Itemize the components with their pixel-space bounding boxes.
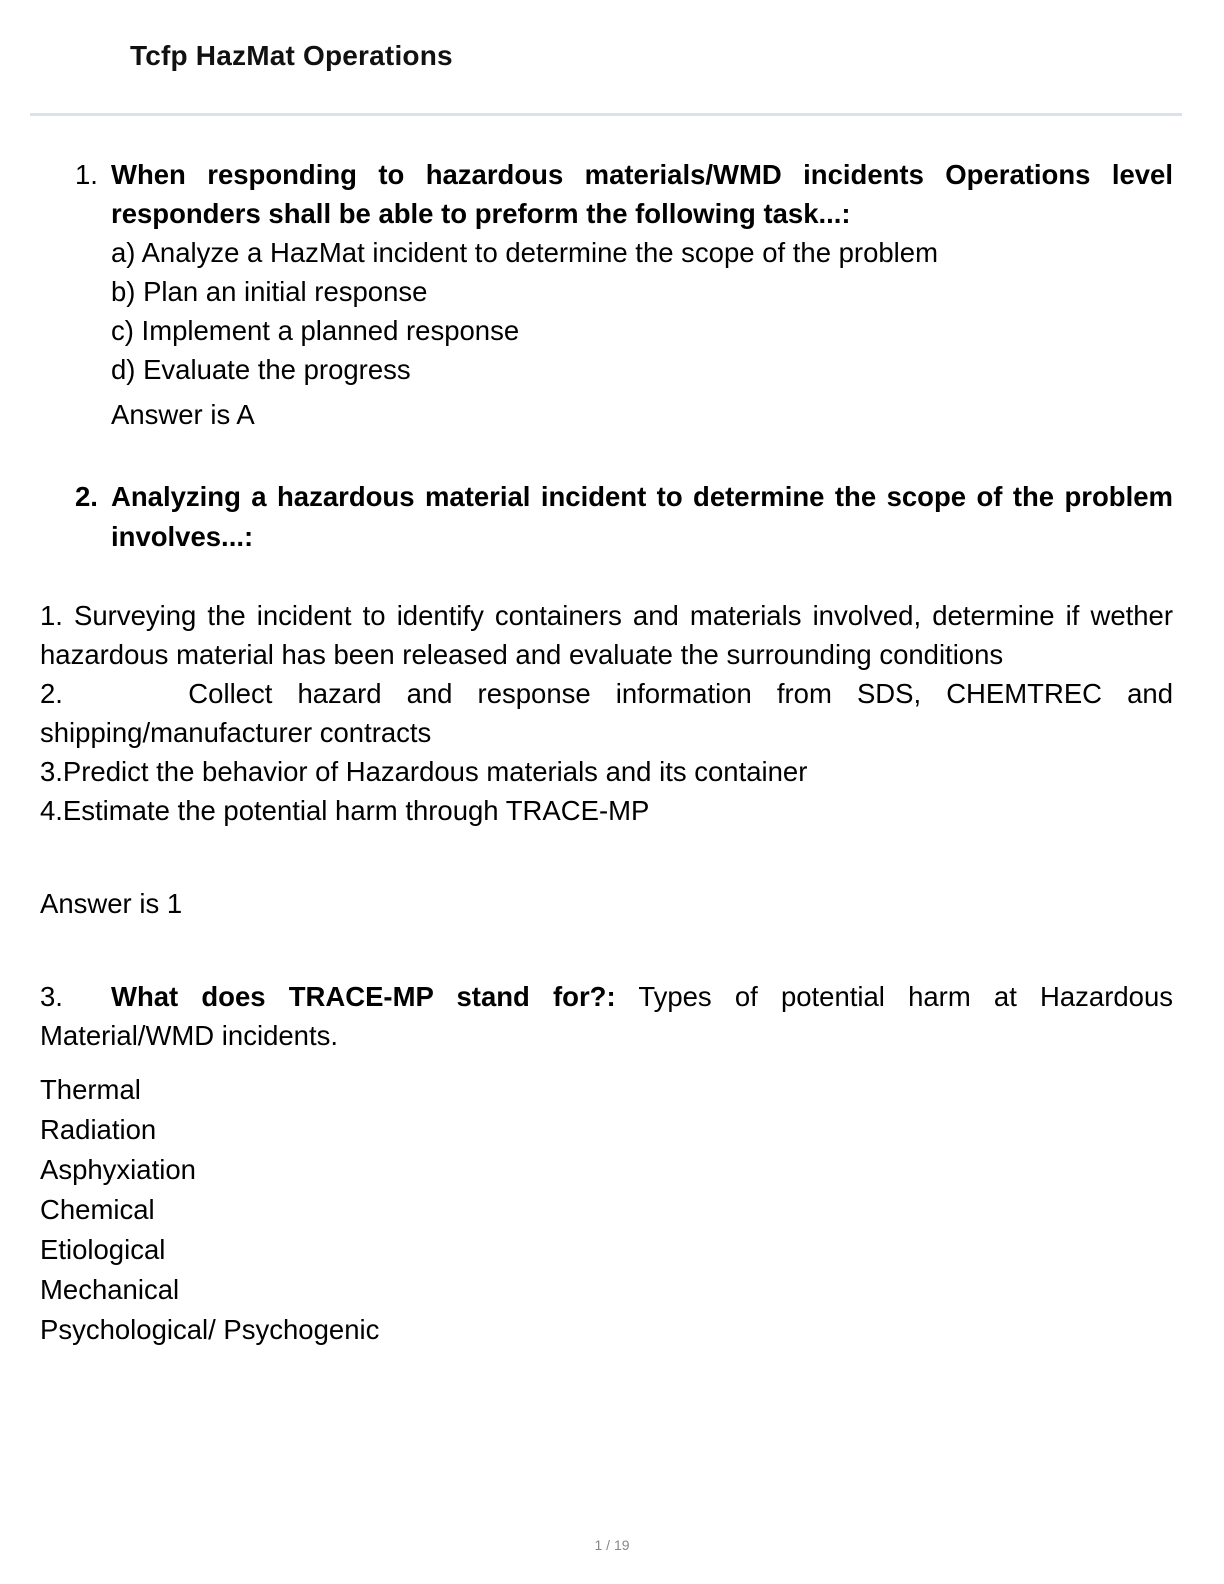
question-2 — [40, 477, 1173, 923]
list-item: Psychological/ Psychogenic — [40, 1314, 380, 1345]
list-item: Asphyxiation — [40, 1154, 196, 1185]
harm-types-list — [40, 1070, 1173, 1350]
document-body — [40, 155, 1173, 1350]
question-3 — [40, 977, 1173, 1350]
option-a: a) Analyze a HazMat incident to determine the scope of the problem — [111, 237, 938, 268]
question-1-text: When responding to hazardous materials/WMD incidents Operations level responders shall be able to preform the following task...: — [111, 159, 1173, 229]
question-1-heading — [40, 155, 1173, 233]
question-2-heading — [40, 477, 1173, 557]
list-item: 2. Collect hazard and response information from SDS, CHEMTREC and shipping/manufacturer contracts — [40, 678, 1173, 748]
list-item: Thermal — [40, 1074, 141, 1105]
question-2-items — [40, 596, 1173, 830]
question-1-number: 1. — [75, 159, 98, 190]
list-item: Chemical — [40, 1194, 155, 1225]
question-1-options — [40, 233, 1173, 389]
question-1 — [40, 155, 1173, 434]
page-number: 1 / 19 — [594, 1537, 630, 1553]
question-2-text: Analyzing a hazardous material incident to determine the scope of the problem involves...: — [111, 481, 1173, 552]
question-3-text: What does TRACE-MP stand for?: — [111, 981, 616, 1012]
option-b: b) Plan an initial response — [111, 276, 428, 307]
list-item: Radiation — [40, 1114, 157, 1145]
list-item: 1. Surveying the incident to identify containers and materials involved, determine if wether hazardous material has been released and evaluate the surrounding conditions — [40, 600, 1173, 670]
option-c: c) Implement a planned response — [111, 315, 520, 346]
list-item: 3.Predict the behavior of Hazardous materials and its container — [40, 756, 808, 787]
list-item: Etiological — [40, 1234, 166, 1265]
list-item: 4.Estimate the potential harm through TRACE-MP — [40, 795, 650, 826]
question-3-heading — [40, 977, 1173, 1055]
document-title: Tcfp HazMat Operations — [130, 40, 453, 71]
question-2-number: 2. — [75, 481, 98, 512]
title-divider — [30, 113, 1182, 116]
question-3-answer-text: Types of potential harm at Hazardous Material/WMD incidents. — [40, 981, 1173, 1051]
option-d: d) Evaluate the progress — [111, 354, 411, 385]
question-1-answer: Answer is A — [111, 399, 255, 430]
question-2-answer: Answer is 1 — [40, 888, 183, 919]
list-item: Mechanical — [40, 1274, 180, 1305]
question-3-number: 3. — [40, 981, 63, 1012]
